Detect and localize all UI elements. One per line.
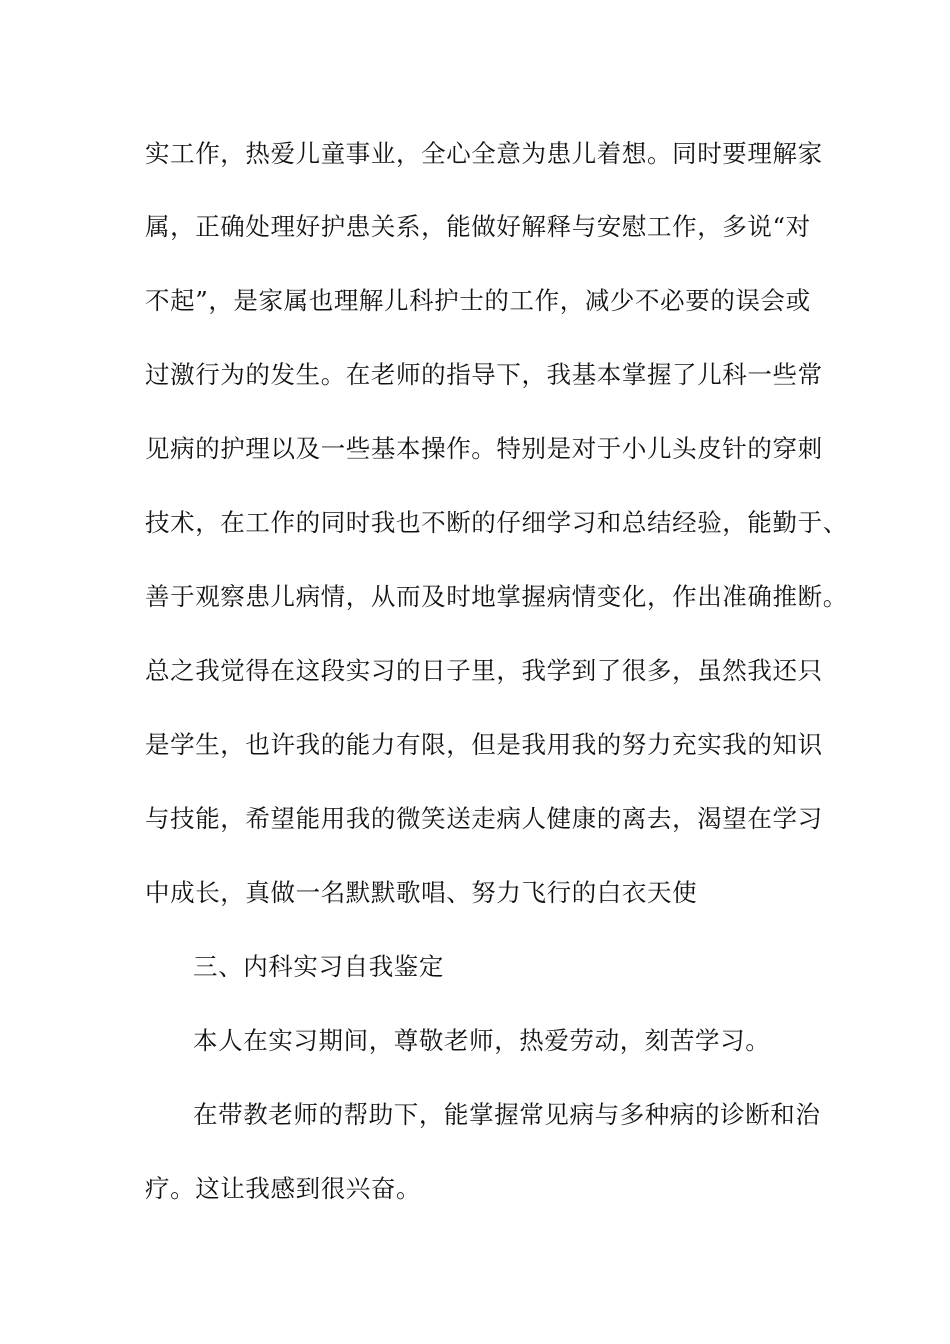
paragraph-line: 属，正确处理好护患关系，能做好解释与安慰工作，多说“对: [145, 212, 811, 241]
paragraph-line: 过激行为的发生。在老师的指导下，我基本掌握了儿科一些常: [145, 360, 823, 389]
section-heading: 三、内科实习自我鉴定: [193, 952, 444, 981]
paragraph-line: 技术，在工作的同时我也不断的仔细学习和总结经验，能勤于、: [145, 508, 848, 537]
paragraph-line: 本人在实习期间，尊敬老师，热爱劳动，刻苦学习。: [193, 1026, 771, 1055]
paragraph-line: 与技能，希望能用我的微笑送走病人健康的离去，渴望在学习: [145, 804, 823, 833]
paragraph-line: 不起”，是家属也理解儿科护士的工作，减少不必要的误会或: [145, 286, 811, 315]
paragraph-line: 是学生，也许我的能力有限，但是我用我的努力充实我的知识: [145, 730, 823, 759]
paragraph-line: 善于观察患儿病情，从而及时地掌握病情变化，作出准确推断。: [145, 582, 848, 611]
paragraph-line: 见病的护理以及一些基本操作。特别是对于小儿头皮针的穿刺: [145, 434, 823, 463]
paragraph-line: 在带教老师的帮助下，能掌握常见病与多种病的诊断和治: [193, 1100, 821, 1129]
paragraph-line: 疗。这让我感到很兴奋。: [145, 1174, 422, 1203]
paragraph-line: 中成长，真做一名默默歌唱、努力飞行的白衣天使: [145, 878, 698, 907]
paragraph-line: 实工作，热爱儿童事业，全心全意为患儿着想。同时要理解家: [145, 139, 823, 168]
paragraph-line: 总之我觉得在这段实习的日子里，我学到了很多，虽然我还只: [145, 656, 823, 685]
